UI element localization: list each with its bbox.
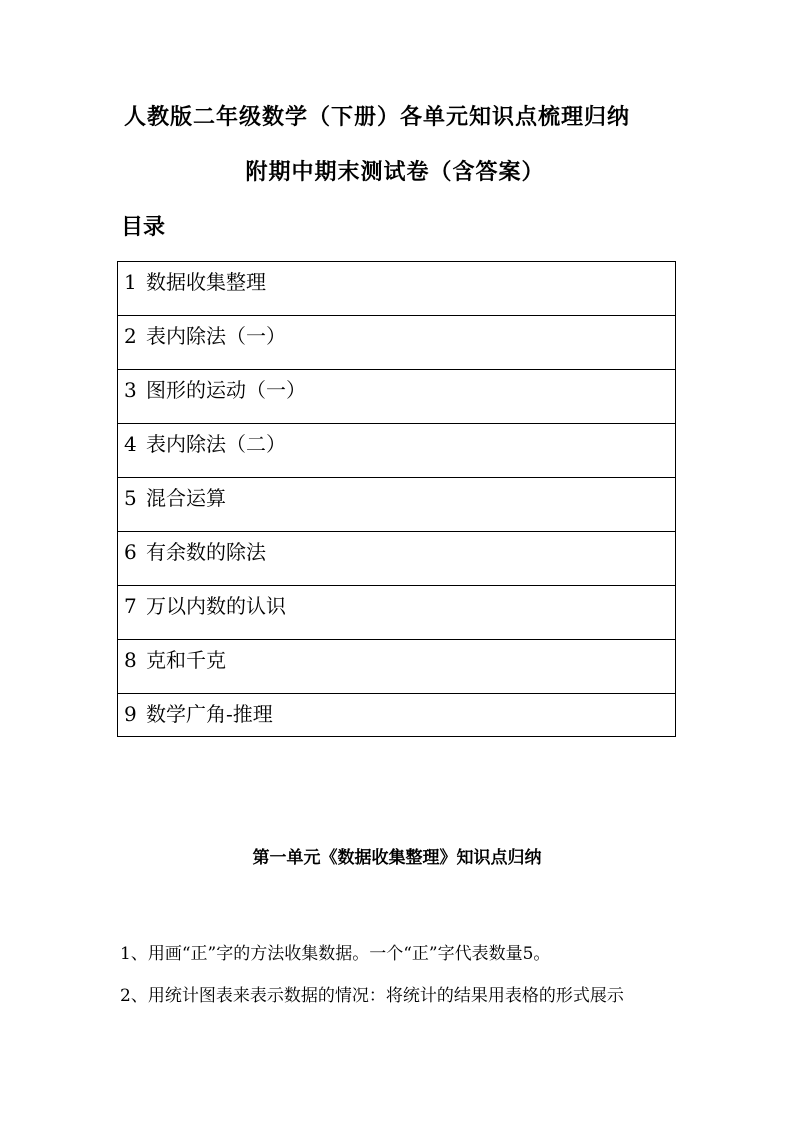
toc-item-label: 有余数的除法 [146,540,266,564]
toc-item-label: 混合运算 [146,486,226,510]
document-subtitle: 附期中期末测试卷（含答案） [245,159,545,185]
toc-table [117,261,676,737]
section-paragraph: 1、用画“正”字的方法收集数据。一个“正”字代表数量5。 [120,944,551,964]
section-paragraph: 2、用统计图表来表示数据的情况：将统计的结果用表格的形式展示 [120,986,624,1006]
toc-row [118,532,676,586]
toc-item-label: 数学广角-推理 [146,702,273,726]
toc-item-number: 8 [124,648,137,672]
toc-row [118,262,676,316]
toc-cell [118,586,676,640]
toc-cell [118,532,676,586]
toc-item-label: 克和千克 [146,648,226,672]
toc-item-number: 6 [124,540,137,564]
toc-item-number: 7 [124,594,137,618]
toc-row [118,316,676,370]
toc-cell [118,694,676,737]
toc-cell [118,370,676,424]
document-title: 人教版二年级数学（下册）各单元知识点梳理归纳 [123,104,630,130]
toc-heading: 目录 [121,214,166,240]
toc-item-number: 9 [124,702,137,726]
toc-item-label: 表内除法（一） [146,324,286,348]
toc-item-label: 表内除法（二） [146,432,286,456]
toc-row [118,478,676,532]
toc-item-number: 3 [124,378,137,402]
toc-row [118,694,676,737]
toc-row [118,640,676,694]
toc-cell [118,262,676,316]
toc-item-label: 图形的运动（一） [146,378,306,402]
toc-cell [118,316,676,370]
toc-row [118,586,676,640]
toc-cell [118,424,676,478]
toc-cell [118,640,676,694]
toc-item-number: 4 [124,432,137,456]
toc-item-number: 5 [124,486,137,510]
toc-cell [118,478,676,532]
toc-item-number: 1 [124,270,137,294]
toc-item-label: 万以内数的认识 [146,594,286,618]
toc-item-number: 2 [124,324,137,348]
toc-row [118,370,676,424]
toc-item-label: 数据收集整理 [146,270,266,294]
toc-row [118,424,676,478]
section-heading: 第一单元《数据收集整理》知识点归纳 [252,848,542,868]
